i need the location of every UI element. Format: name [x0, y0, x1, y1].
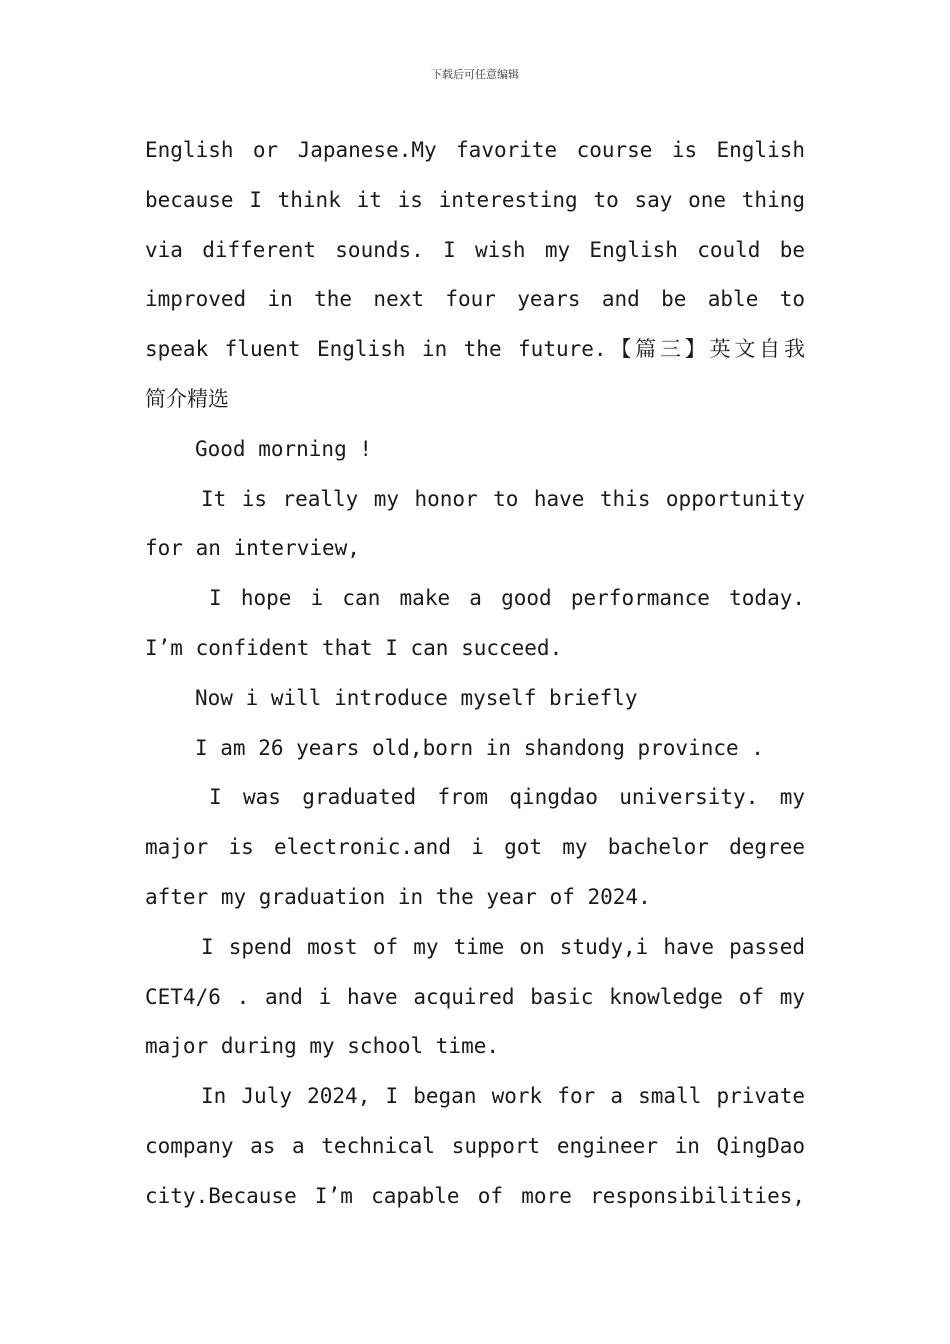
text-line: I’m confident that I can succeed.: [145, 635, 563, 660]
text-line: city.Because I’m capable of more responsibilities,: [145, 1183, 805, 1208]
text-line: In July 2024, I began work for a small private: [201, 1084, 805, 1109]
text-line: 简介精选: [145, 386, 229, 411]
text-line: company as a technical support engineer in QingDao: [145, 1133, 805, 1158]
text-line: major is electronic.and i got my bachelor degree: [145, 835, 805, 860]
text-line: I hope i can make a good performance today.: [209, 586, 805, 611]
text-line: I spend most of my time on study,i have passed: [201, 934, 805, 959]
text-line: major during my school time.: [145, 1034, 500, 1059]
document-body: [145, 126, 805, 1222]
text-line: speak fluent English in the future.【篇三】英文自我: [145, 337, 805, 362]
text-line: CET4/6 . and i have acquired basic knowledge of my: [145, 984, 805, 1009]
page-header: 下载后可任意编辑: [431, 68, 519, 81]
text-line: Now i will introduce myself briefly: [195, 685, 638, 710]
text-line: improved in the next four years and be able to: [145, 287, 805, 312]
text-line: because I think it is interesting to say one thing: [145, 187, 805, 212]
text-line: after my graduation in the year of 2024.: [145, 884, 651, 909]
text-line: Good morning !: [195, 436, 373, 461]
text-line: English or Japanese.My favorite course is English: [145, 138, 805, 162]
text-line: I was graduated from qingdao university. my: [209, 785, 805, 810]
text-line: It is really my honor to have this opportunity: [201, 486, 805, 511]
text-line: I am 26 years old,born in shandong province .: [195, 735, 764, 760]
text-line: via different sounds. I wish my English could be: [145, 237, 805, 262]
text-line: for an interview,: [145, 536, 360, 561]
